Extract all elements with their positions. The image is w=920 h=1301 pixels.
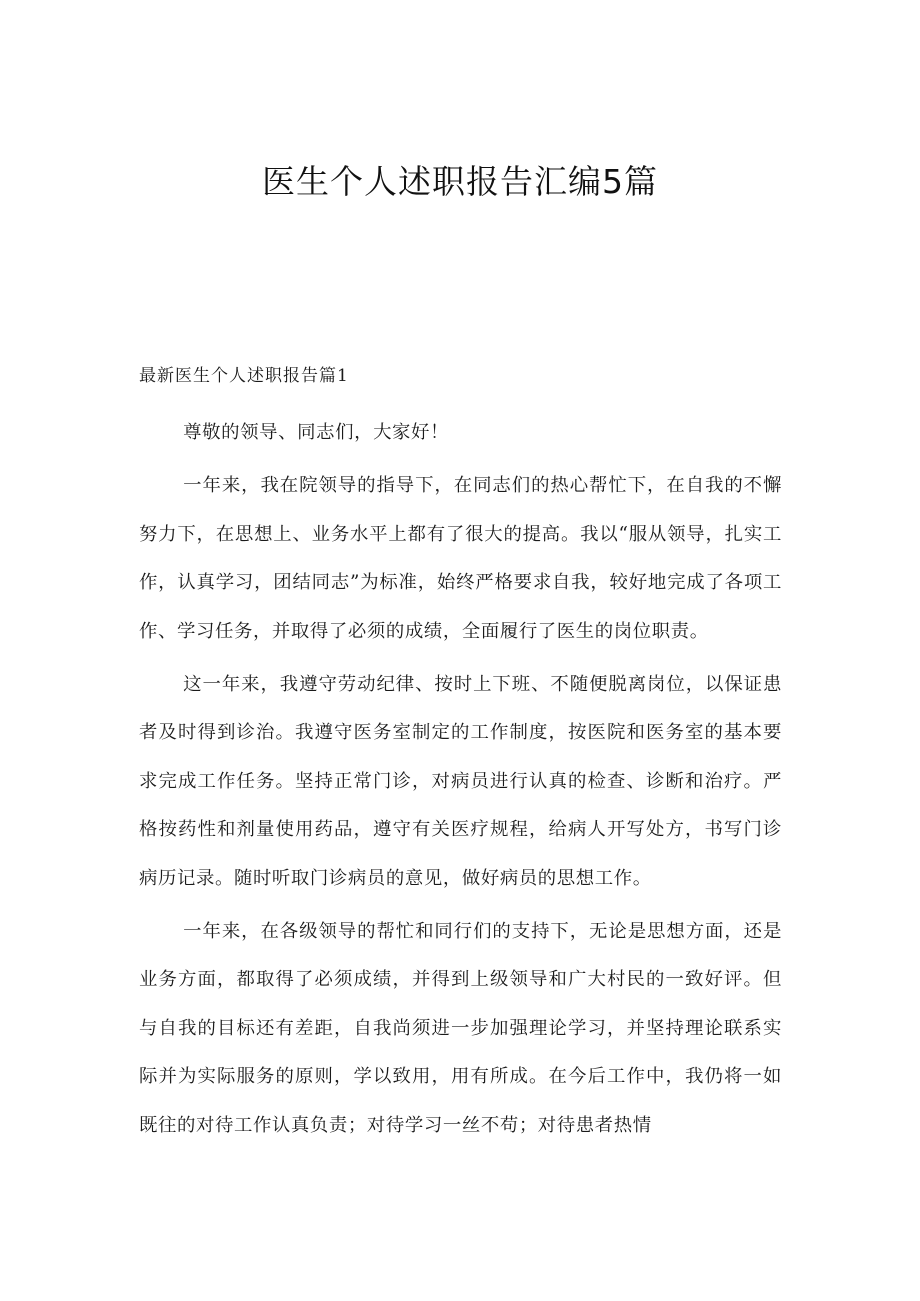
document-title: 医生个人述职报告汇编5篇	[262, 162, 658, 201]
section-heading: 最新医生个人述职报告篇1	[139, 366, 349, 386]
document-body	[139, 409, 782, 1155]
paragraph-greeting: 尊敬的领导、同志们，大家好！	[183, 422, 450, 443]
paragraph: 一年来，在各级领导的帮忙和同行们的支持下，无论是思想方面，还是业务方面，都取得了必须成绩，并得到上级领导和广大村民的一致好评。但与自我的目标还有差距，自我尚须进一步加强理论学习，并坚持理论联系实际并为实际服务的原则，学以致用，用有所成。在今后工作中，我仍将一如既往的对待工作认真负责；对待学习一丝不苟；对待患者热情	[139, 920, 782, 1136]
paragraph: 这一年来，我遵守劳动纪律、按时上下班、不随便脱离岗位，以保证患者及时得到诊治。我遵守医务室制定的工作制度，按医院和医务室的基本要求完成工作任务。坚持正常门诊，对病员进行认真的检查、诊断和治疗。严格按药性和剂量使用药品，遵守有关医疗规程，给病人开写处方，书写门诊病历记录。随时听取门诊病员的意见，做好病员的思想工作。	[139, 673, 782, 889]
paragraph: 一年来，我在院领导的指导下，在同志们的热心帮忙下，在自我的不懈努力下，在思想上、业务水平上都有了很大的提高。我以“服从领导，扎实工作，认真学习，团结同志”为标准，始终严格要求自我，较好地完成了各项工作、学习任务，并取得了必须的成绩，全面履行了医生的岗位职责。	[139, 475, 782, 642]
